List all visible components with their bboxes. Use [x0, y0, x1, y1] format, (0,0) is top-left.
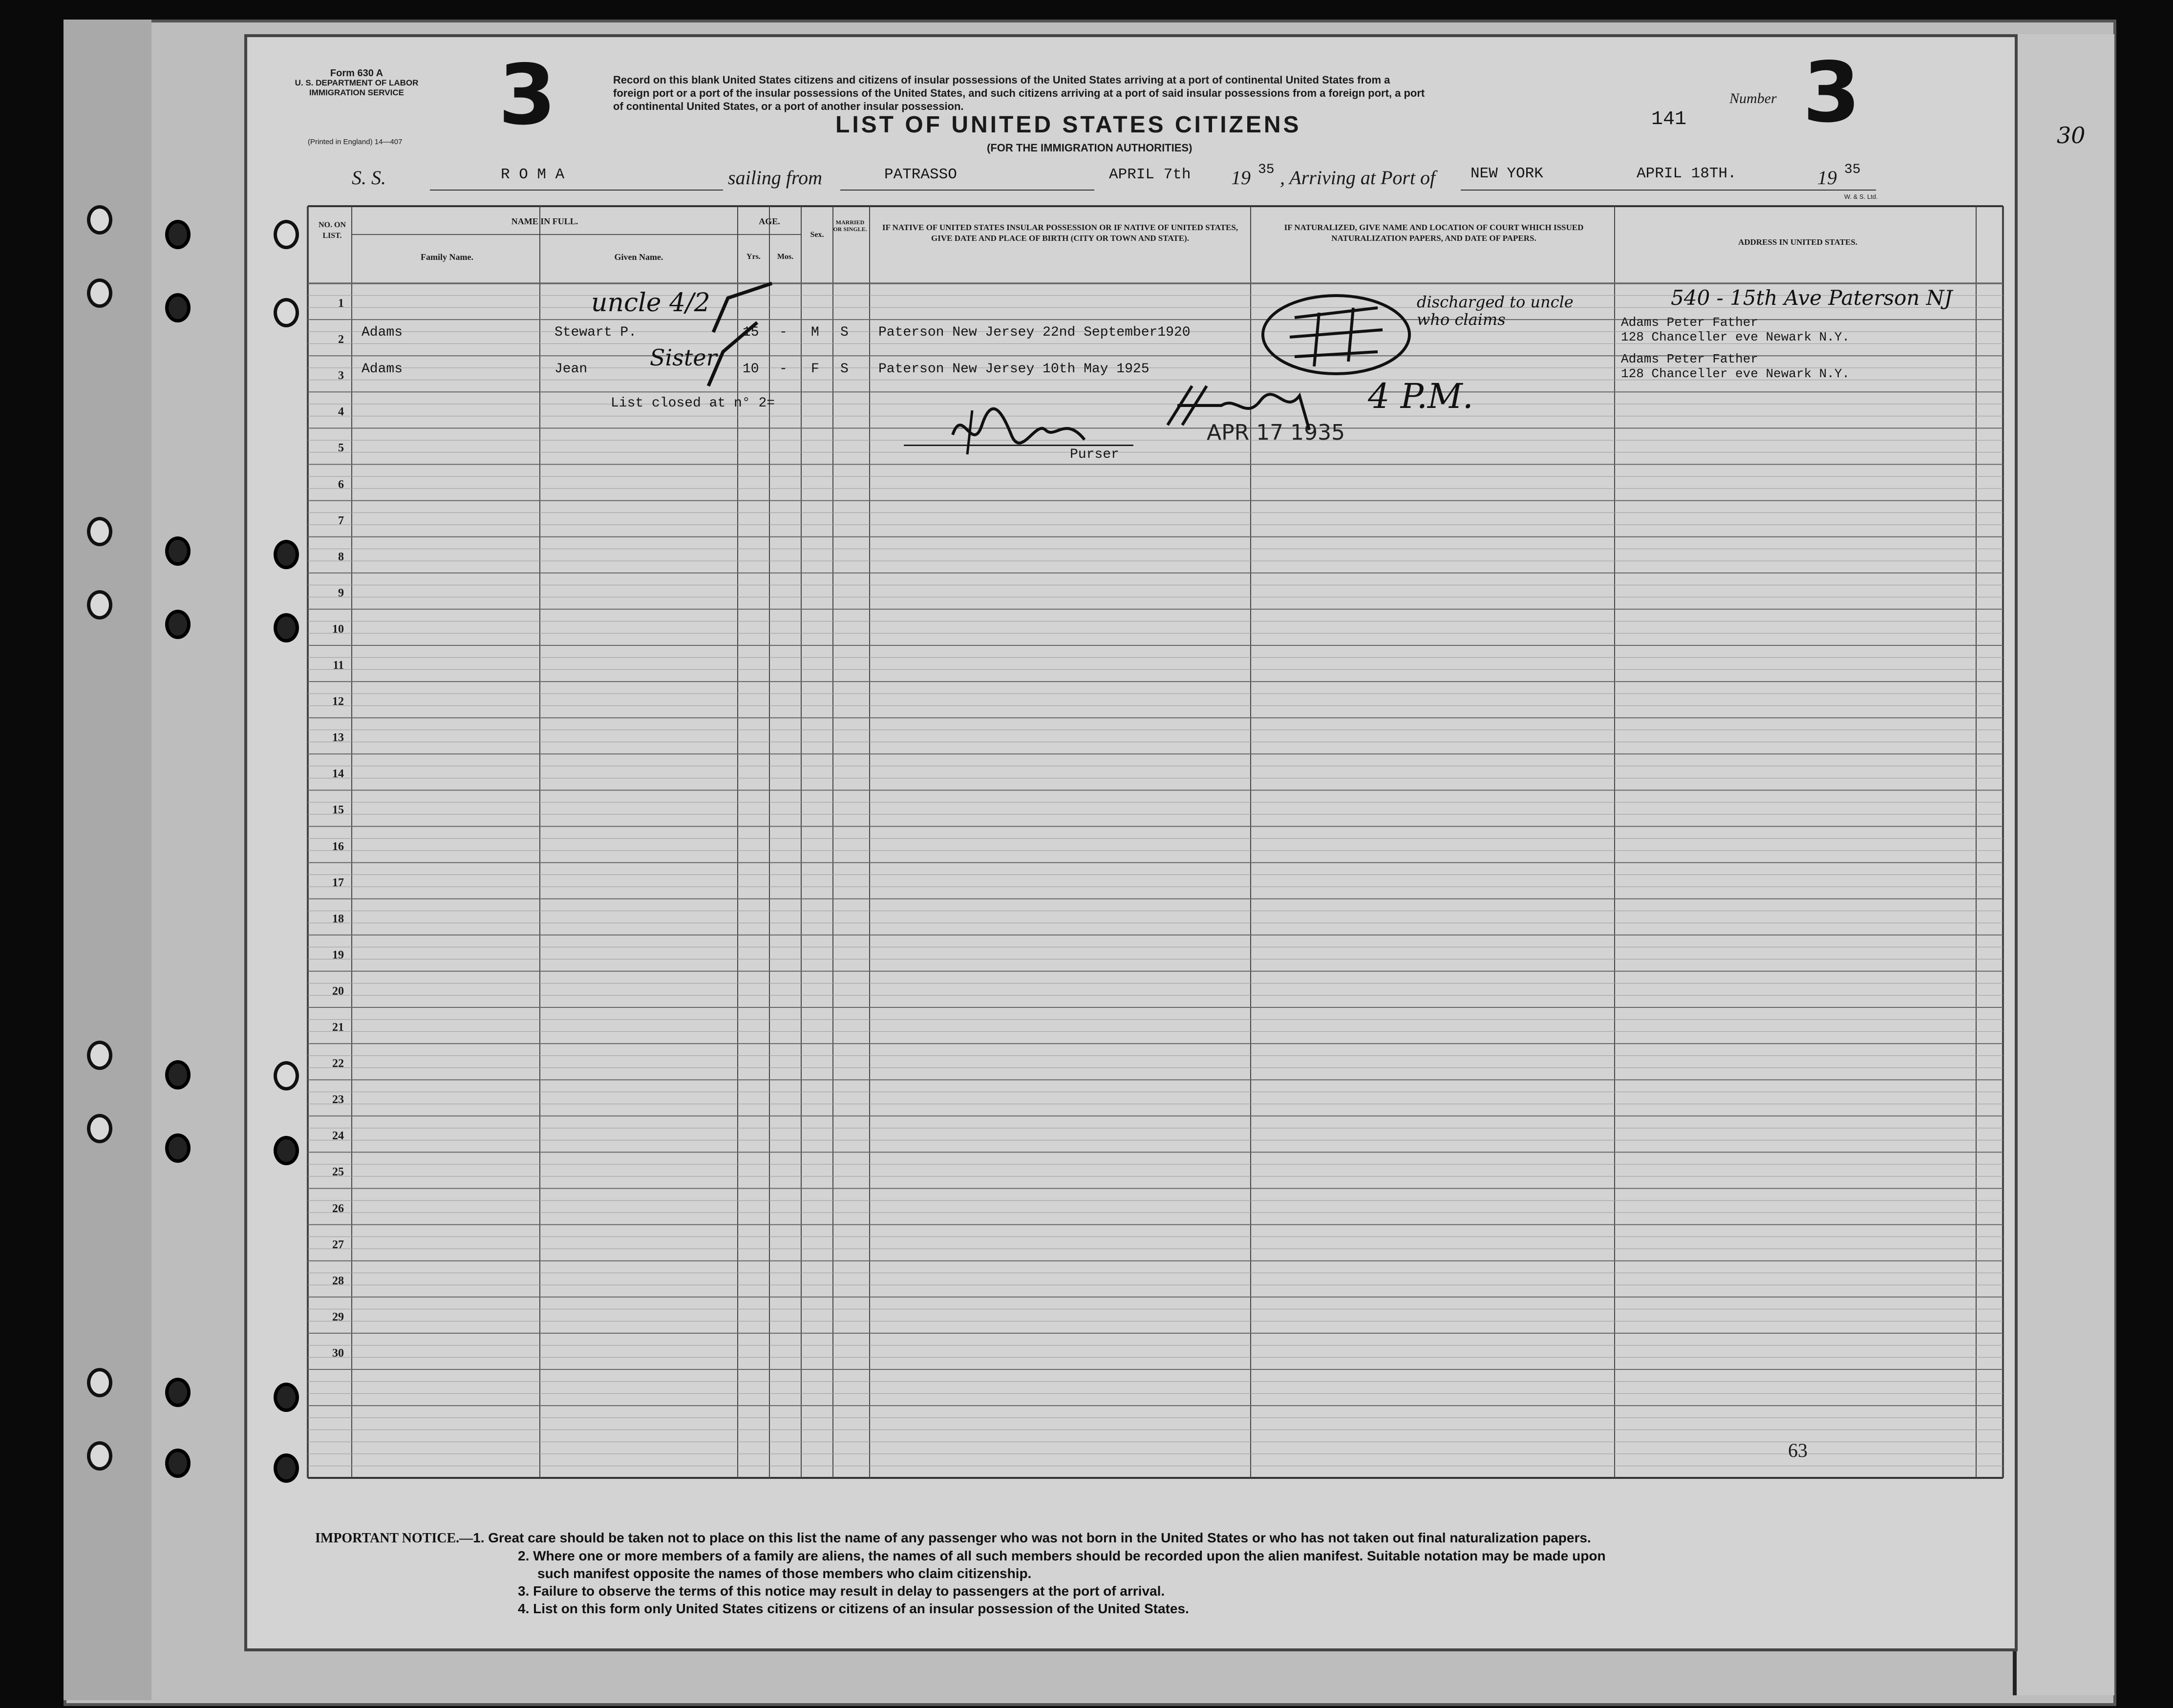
year-prefix-2: 19	[1817, 167, 1837, 189]
record-instructions	[613, 73, 1864, 113]
row-number: 1	[338, 297, 344, 310]
address-line1: Adams Peter Father	[1621, 315, 1758, 330]
depart-date: APRIL 7th	[1109, 166, 1191, 183]
purser-signature-icon	[943, 401, 1089, 459]
col-mos: Mos.	[777, 253, 794, 261]
record-line: Record on this blank United States citizens and citizens of insular possessions of the United States arriving at a port of continental United States from a	[613, 74, 1390, 86]
record-line: foreign port or a port of the insular possessions of the United States, and such citizens arriving at a port of said insular possessions from a foreign port, a port	[613, 87, 1425, 99]
given-name: Jean	[554, 362, 588, 377]
date-stamp: APR 17 1935	[1207, 420, 1345, 445]
depart-year: 35	[1258, 162, 1275, 177]
birth-info: Paterson New Jersey 10th May 1925	[878, 362, 1150, 377]
row-number: 11	[333, 659, 344, 672]
row-number: 2	[338, 333, 344, 346]
big-number-right: 3	[1803, 44, 1861, 141]
handwritten-time: 4 P.M.	[1368, 376, 1473, 416]
number-label: Number	[1729, 90, 1777, 107]
row-number: 10	[332, 622, 344, 636]
purser-label: Purser	[1070, 447, 1119, 462]
binder-hole	[165, 1060, 191, 1089]
col-sex: Sex.	[810, 231, 824, 239]
row-number: 23	[332, 1093, 344, 1107]
col-family: Family Name.	[421, 252, 473, 262]
arriving-label: , Arriving at Port of	[1280, 167, 1436, 189]
binder-hole	[165, 1133, 191, 1163]
row-number: 15	[332, 804, 344, 817]
binder-hole	[165, 536, 191, 566]
page-edge	[2013, 34, 2114, 1695]
row-number: 13	[332, 731, 344, 745]
record-line: of continental United States, or a port of another insular possession.	[613, 100, 964, 112]
from-port: PATRASSO	[884, 166, 957, 183]
sex: M	[811, 325, 819, 340]
birth-info: Paterson New Jersey 22nd September1920	[878, 325, 1191, 340]
binder-hole	[87, 590, 112, 619]
binder-hole	[87, 205, 112, 235]
col-married: MARRIED OR SINGLE.	[833, 219, 867, 233]
binder-hole	[165, 220, 191, 249]
row-number: 6	[338, 478, 344, 491]
age-years: 10	[743, 362, 759, 377]
circled-mark-icon	[1256, 288, 1417, 381]
row-number: 28	[332, 1274, 344, 1287]
notice-line-1	[315, 1529, 1986, 1547]
binder-hole	[165, 1449, 191, 1478]
row-number: 8	[338, 550, 344, 563]
marital-status: S	[840, 325, 849, 340]
binder-hole	[87, 517, 112, 546]
age-months: -	[779, 362, 788, 377]
notice-item: 1. Great care should be taken not to place on this list the name of any passenger who was not born in the United States or who has not taken out final naturalization papers.	[473, 1530, 1591, 1545]
page-title: LIST OF UNITED STATES CITIZENS	[835, 112, 1301, 138]
notice-item: 3. Failure to observe the terms of this notice may result in delay to passengers at the port of arrival.	[518, 1583, 1165, 1599]
col-given: Given Name.	[614, 252, 663, 262]
arrival-underline	[1461, 190, 1876, 191]
family-name: Adams	[362, 325, 403, 340]
row-number: 4	[338, 406, 344, 419]
row-number: 12	[332, 695, 344, 708]
row-number: 19	[332, 948, 344, 961]
ship-underline	[430, 190, 723, 191]
marital-status: S	[840, 362, 849, 377]
row-number: 30	[332, 1346, 344, 1360]
row-number: 24	[332, 1130, 344, 1143]
sex: F	[811, 362, 819, 377]
binder-hole	[165, 610, 191, 639]
handwritten-relation-sister: Sister	[650, 344, 717, 371]
row-number: 18	[332, 912, 344, 925]
handwritten-address: 540 - 15th Ave Paterson NJ	[1671, 286, 1953, 310]
notice-item: 2. Where one or more members of a family are aliens, the names of all such members should be recorded upon the alien manifest. Suitable notation may be made upon	[518, 1548, 1606, 1563]
row-number: 25	[332, 1166, 344, 1179]
family-name: Adams	[362, 362, 403, 377]
page-subtitle: (FOR THE IMMIGRATION AUTHORITIES)	[987, 142, 1193, 154]
row-number: 21	[332, 1021, 344, 1034]
row-number: 17	[332, 876, 344, 889]
tick-marks-icon	[699, 278, 787, 391]
row-number: 5	[338, 442, 344, 455]
printer-mark: W. & S. Ltd.	[1844, 193, 1878, 200]
address-line1: Adams Peter Father	[1621, 352, 1758, 366]
arrival-port: NEW YORK	[1470, 165, 1543, 182]
bottom-page-number: 63	[1788, 1439, 1808, 1461]
row-number: 7	[338, 514, 344, 527]
important-notice	[315, 1529, 1986, 1618]
row-number: 16	[332, 840, 344, 853]
col-address: ADDRESS IN UNITED STATES.	[1738, 237, 1858, 247]
port-underline	[840, 190, 1094, 191]
row-number: 22	[332, 1057, 344, 1070]
form-number: Form 630 A	[330, 68, 383, 79]
col-name-group: NAME IN FULL.	[511, 216, 578, 226]
list-closed-note: List closed at n° 2=	[611, 396, 775, 411]
age-months: -	[779, 325, 788, 340]
big-number-left: 3	[498, 47, 556, 144]
inspector-initials-icon	[1163, 381, 1358, 435]
binder-hole	[87, 1041, 112, 1070]
address-line2: 128 Chanceller eve Newark N.Y.	[1621, 330, 1850, 344]
given-name: Stewart P.	[554, 325, 637, 340]
col-naturalized: IF NATURALIZED, GIVE NAME AND LOCATION OF COURT WHICH ISSUED NATURALIZATION PAPERS, AND DATE OF PAPERS.	[1284, 223, 1584, 243]
handwritten-discharged: discharged to uncle who claims	[1417, 293, 1574, 329]
binder-hole	[87, 1368, 112, 1397]
year-prefix: 19	[1231, 167, 1251, 189]
row-number: 14	[332, 768, 344, 781]
address-line2: 128 Chanceller eve Newark N.Y.	[1621, 366, 1850, 381]
binder-hole	[87, 1114, 112, 1143]
sailing-label: sailing from	[728, 167, 822, 189]
row-number: 27	[332, 1238, 344, 1251]
page-number-typed: 141	[1651, 108, 1687, 130]
col-birth: IF NATIVE OF UNITED STATES INSULAR POSSESSION OR IF NATIVE OF UNITED STATES, GIVE DATE AND PLACE OF BIRTH (CITY OR TOWN AND STATE).	[882, 223, 1238, 243]
notice-heading: IMPORTANT NOTICE.—	[315, 1531, 473, 1546]
row-number: 20	[332, 984, 344, 998]
binder-hole	[87, 278, 112, 308]
age-years: 15	[743, 325, 759, 340]
form-id-block	[288, 68, 425, 98]
manifest-grid	[244, 200, 2018, 1480]
ss-label: S. S.	[352, 167, 386, 189]
row-number: 26	[332, 1202, 344, 1215]
binder-hole	[165, 293, 191, 322]
col-age-group: AGE.	[759, 216, 780, 226]
ship-name: R O M A	[501, 166, 565, 183]
notice-item: 4. List on this form only United States citizens or citizens of an insular possession of the United States.	[518, 1601, 1189, 1616]
binder-hole	[87, 1441, 112, 1471]
col-yrs: Yrs.	[746, 253, 761, 261]
margin-note: 30	[2057, 122, 2086, 149]
arrival-date: APRIL 18TH.	[1637, 165, 1737, 182]
service: IMMIGRATION SERVICE	[309, 88, 404, 97]
handwritten-relation-uncle: uncle 4/2	[591, 288, 710, 318]
arrival-year: 35	[1844, 162, 1861, 177]
row-number: 29	[332, 1310, 344, 1324]
department: U. S. DEPARTMENT OF LABOR	[295, 78, 419, 87]
col-no: NO. ON LIST.	[319, 221, 346, 240]
printed-note: (Printed in England) 14—407	[308, 138, 403, 146]
row-number: 3	[338, 369, 344, 383]
binder-hole	[165, 1378, 191, 1407]
notice-item: such manifest opposite the names of those members who claim citizenship.	[537, 1566, 1032, 1581]
row-number: 9	[338, 586, 344, 599]
